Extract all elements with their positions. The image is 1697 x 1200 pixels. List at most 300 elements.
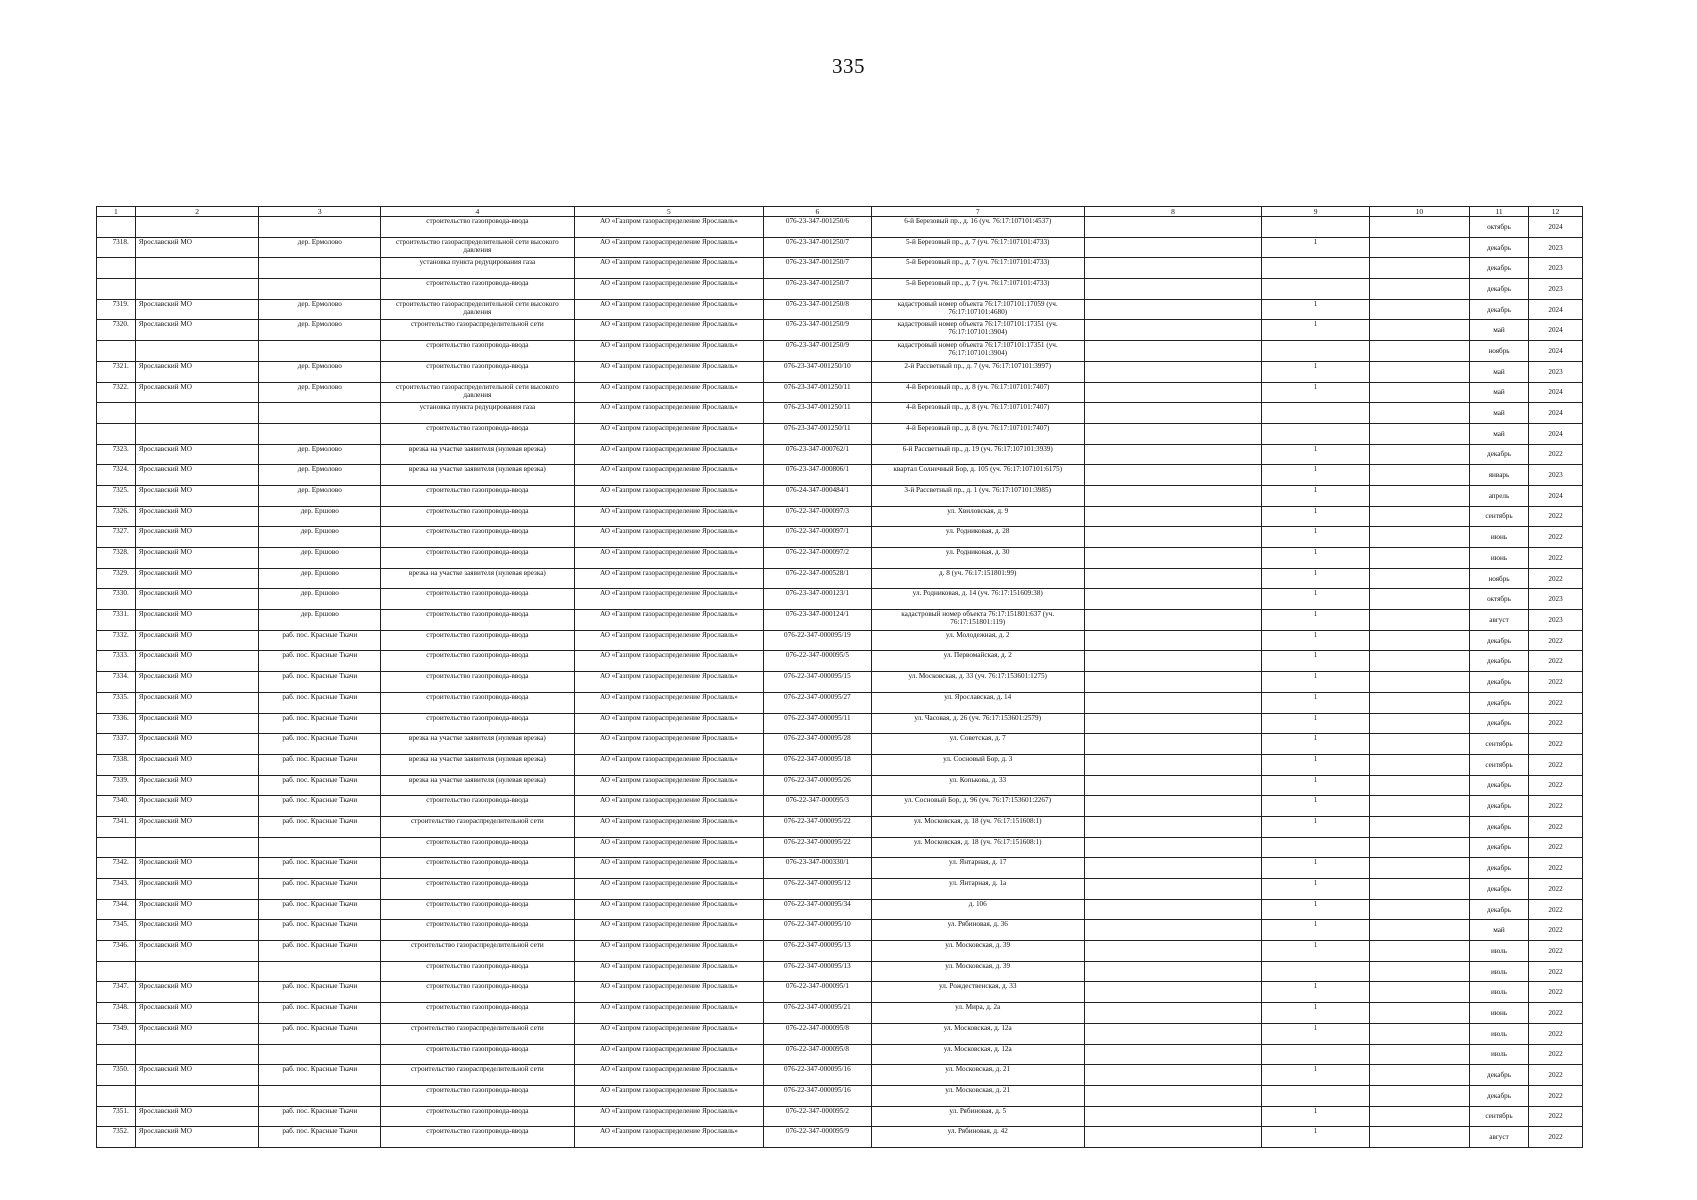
- cell-row-number: 7340.: [97, 796, 136, 817]
- cell-address: ул. Рябиновая, д. 5: [871, 1106, 1084, 1127]
- cell-settlement: дер. Ершово: [259, 527, 381, 548]
- cell-address: ул. Родниковая, д. 14 (уч. 76:17:151609:38): [871, 589, 1084, 610]
- cell-year: 2022: [1529, 444, 1583, 465]
- cell-settlement: дер. Ермолово: [259, 237, 381, 258]
- cell-municipality: [135, 217, 259, 238]
- cell-count: 1: [1262, 734, 1370, 755]
- cell-year: 2024: [1529, 423, 1583, 444]
- cell-col-8: [1084, 423, 1262, 444]
- cell-count: [1262, 403, 1370, 424]
- cell-col-10: [1369, 796, 1469, 817]
- column-header-9: 9: [1262, 207, 1370, 217]
- cell-application-number: 076-23-347-001250/6: [764, 217, 872, 238]
- cell-municipality: Ярославский МО: [135, 754, 259, 775]
- cell-row-number: 7337.: [97, 734, 136, 755]
- cell-organization: АО «Газпром газораспределение Ярославль»: [574, 672, 763, 693]
- cell-month: январь: [1469, 465, 1528, 486]
- cell-municipality: Ярославский МО: [135, 920, 259, 941]
- cell-municipality: Ярославский МО: [135, 1003, 259, 1024]
- cell-settlement: раб. пос. Красные Ткачи: [259, 775, 381, 796]
- cell-col-8: [1084, 837, 1262, 858]
- cell-application-number: 076-22-347-000095/13: [764, 961, 872, 982]
- table-row: [97, 299, 1583, 320]
- cell-organization: АО «Газпром газораспределение Ярославль»: [574, 1106, 763, 1127]
- cell-organization: АО «Газпром газораспределение Ярославль»: [574, 796, 763, 817]
- cell-col-8: [1084, 796, 1262, 817]
- cell-count: 1: [1262, 610, 1370, 631]
- cell-application-number: 076-22-347-000095/21: [764, 1003, 872, 1024]
- cell-row-number: [97, 403, 136, 424]
- cell-organization: АО «Газпром газораспределение Ярославль»: [574, 713, 763, 734]
- cell-work-type: строительство газопровода-ввода: [381, 837, 575, 858]
- cell-count: 1: [1262, 506, 1370, 527]
- cell-row-number: [97, 258, 136, 279]
- cell-address: 5-й Березовый пр., д. 7 (уч. 76:17:107101:4733): [871, 237, 1084, 258]
- cell-month: июль: [1469, 1044, 1528, 1065]
- cell-col-10: [1369, 816, 1469, 837]
- cell-municipality: Ярославский МО: [135, 672, 259, 693]
- cell-month: май: [1469, 423, 1528, 444]
- cell-work-type: установка пункта редуцирования газа: [381, 403, 575, 424]
- cell-col-10: [1369, 1023, 1469, 1044]
- cell-settlement: [259, 1044, 381, 1065]
- cell-settlement: раб. пос. Красные Ткачи: [259, 651, 381, 672]
- cell-organization: АО «Газпром газораспределение Ярославль»: [574, 941, 763, 962]
- cell-municipality: [135, 258, 259, 279]
- cell-year: 2022: [1529, 1065, 1583, 1086]
- cell-row-number: 7329.: [97, 568, 136, 589]
- cell-settlement: дер. Ершово: [259, 589, 381, 610]
- cell-municipality: [135, 403, 259, 424]
- cell-row-number: 7347.: [97, 982, 136, 1003]
- cell-col-10: [1369, 610, 1469, 631]
- cell-year: 2022: [1529, 961, 1583, 982]
- table-row: [97, 692, 1583, 713]
- cell-year: 2022: [1529, 548, 1583, 569]
- cell-month: май: [1469, 361, 1528, 382]
- cell-count: [1262, 1085, 1370, 1106]
- cell-month: июль: [1469, 941, 1528, 962]
- cell-application-number: 076-22-347-000095/27: [764, 692, 872, 713]
- cell-address: 5-й Березовый пр., д. 7 (уч. 76:17:107101:4733): [871, 258, 1084, 279]
- cell-municipality: Ярославский МО: [135, 630, 259, 651]
- cell-settlement: [259, 279, 381, 300]
- cell-work-type: строительство газопровода-ввода: [381, 982, 575, 1003]
- cell-month: июль: [1469, 982, 1528, 1003]
- cell-address: д. 8 (уч. 76:17:151801:99): [871, 568, 1084, 589]
- cell-year: 2022: [1529, 1044, 1583, 1065]
- cell-month: сентябрь: [1469, 506, 1528, 527]
- cell-col-8: [1084, 568, 1262, 589]
- cell-work-type: строительство газопровода-ввода: [381, 899, 575, 920]
- table-row: [97, 506, 1583, 527]
- cell-month: июнь: [1469, 548, 1528, 569]
- cell-count: 1: [1262, 754, 1370, 775]
- cell-work-type: строительство газопровода-ввода: [381, 361, 575, 382]
- table-row: [97, 527, 1583, 548]
- cell-year: 2022: [1529, 899, 1583, 920]
- cell-organization: АО «Газпром газораспределение Ярославль»: [574, 858, 763, 879]
- cell-address: д. 106: [871, 899, 1084, 920]
- cell-count: 1: [1262, 775, 1370, 796]
- cell-settlement: раб. пос. Красные Ткачи: [259, 1023, 381, 1044]
- cell-col-8: [1084, 879, 1262, 900]
- cell-municipality: Ярославский МО: [135, 796, 259, 817]
- cell-count: [1262, 258, 1370, 279]
- cell-row-number: 7335.: [97, 692, 136, 713]
- cell-organization: АО «Газпром газораспределение Ярославль»: [574, 568, 763, 589]
- cell-row-number: 7324.: [97, 465, 136, 486]
- cell-application-number: 076-23-347-001250/9: [764, 320, 872, 341]
- table-row: [97, 858, 1583, 879]
- cell-count: [1262, 217, 1370, 238]
- cell-month: сентябрь: [1469, 754, 1528, 775]
- table-row: [97, 548, 1583, 569]
- table-row: [97, 1023, 1583, 1044]
- cell-settlement: дер. Ермолово: [259, 299, 381, 320]
- table-row: [97, 361, 1583, 382]
- cell-count: 1: [1262, 485, 1370, 506]
- table-row: [97, 672, 1583, 693]
- cell-application-number: 076-22-347-000095/5: [764, 651, 872, 672]
- cell-settlement: дер. Ершово: [259, 610, 381, 631]
- cell-settlement: раб. пос. Красные Ткачи: [259, 1127, 381, 1148]
- cell-municipality: Ярославский МО: [135, 237, 259, 258]
- cell-year: 2023: [1529, 258, 1583, 279]
- cell-application-number: 076-23-347-000124/1: [764, 610, 872, 631]
- cell-application-number: 076-23-347-000762/1: [764, 444, 872, 465]
- cell-count: 1: [1262, 237, 1370, 258]
- cell-month: апрель: [1469, 485, 1528, 506]
- cell-application-number: 076-22-347-000095/26: [764, 775, 872, 796]
- cell-municipality: Ярославский МО: [135, 465, 259, 486]
- cell-month: декабрь: [1469, 299, 1528, 320]
- cell-year: 2024: [1529, 382, 1583, 403]
- cell-organization: АО «Газпром газораспределение Ярославль»: [574, 361, 763, 382]
- cell-application-number: 076-24-347-000484/1: [764, 485, 872, 506]
- cell-work-type: строительство газопровода-ввода: [381, 589, 575, 610]
- column-header-5: 5: [574, 207, 763, 217]
- cell-row-number: 7348.: [97, 1003, 136, 1024]
- column-header-7: 7: [871, 207, 1084, 217]
- table-row: [97, 1106, 1583, 1127]
- cell-col-10: [1369, 258, 1469, 279]
- table-row: [97, 568, 1583, 589]
- cell-col-8: [1084, 485, 1262, 506]
- cell-address: ул. Московская, д. 33 (уч. 76:17:153601:1275): [871, 672, 1084, 693]
- table-row: [97, 258, 1583, 279]
- cell-row-number: [97, 1085, 136, 1106]
- table-row: [97, 465, 1583, 486]
- cell-application-number: 076-23-347-001250/8: [764, 299, 872, 320]
- cell-address: ул. Сосновый Бор, д. 3: [871, 754, 1084, 775]
- cell-year: 2022: [1529, 527, 1583, 548]
- cell-work-type: врезка на участке заявителя (нулевая врезка): [381, 754, 575, 775]
- cell-work-type: врезка на участке заявителя (нулевая врезка): [381, 465, 575, 486]
- cell-settlement: раб. пос. Красные Ткачи: [259, 899, 381, 920]
- cell-address: 6-й Березовый пр., д. 16 (уч. 76:17:107101:4537): [871, 217, 1084, 238]
- cell-organization: АО «Газпром газораспределение Ярославль»: [574, 961, 763, 982]
- cell-month: декабрь: [1469, 899, 1528, 920]
- cell-year: 2024: [1529, 299, 1583, 320]
- cell-row-number: 7321.: [97, 361, 136, 382]
- cell-col-10: [1369, 444, 1469, 465]
- cell-row-number: 7328.: [97, 548, 136, 569]
- cell-application-number: 076-22-347-000095/16: [764, 1065, 872, 1086]
- cell-year: 2022: [1529, 920, 1583, 941]
- cell-application-number: 076-22-347-000095/10: [764, 920, 872, 941]
- cell-address: ул. Московская, д. 39: [871, 941, 1084, 962]
- cell-count: 1: [1262, 1106, 1370, 1127]
- cell-organization: АО «Газпром газораспределение Ярославль»: [574, 465, 763, 486]
- cell-application-number: 076-22-347-000528/1: [764, 568, 872, 589]
- table-row: [97, 382, 1583, 403]
- cell-year: 2023: [1529, 279, 1583, 300]
- cell-count: 1: [1262, 465, 1370, 486]
- cell-settlement: раб. пос. Красные Ткачи: [259, 672, 381, 693]
- cell-row-number: 7320.: [97, 320, 136, 341]
- cell-settlement: [259, 341, 381, 362]
- cell-month: июнь: [1469, 527, 1528, 548]
- cell-col-8: [1084, 982, 1262, 1003]
- cell-row-number: 7350.: [97, 1065, 136, 1086]
- cell-col-10: [1369, 1085, 1469, 1106]
- column-header-4: 4: [381, 207, 575, 217]
- cell-row-number: 7334.: [97, 672, 136, 693]
- cell-settlement: раб. пос. Красные Ткачи: [259, 734, 381, 755]
- cell-organization: АО «Газпром газораспределение Ярославль»: [574, 775, 763, 796]
- cell-application-number: 076-22-347-000095/16: [764, 1085, 872, 1106]
- cell-settlement: раб. пос. Красные Ткачи: [259, 858, 381, 879]
- cell-settlement: дер. Ермолово: [259, 382, 381, 403]
- table-row: [97, 217, 1583, 238]
- cell-work-type: строительство газопровода-ввода: [381, 796, 575, 817]
- cell-count: 1: [1262, 816, 1370, 837]
- cell-col-10: [1369, 734, 1469, 755]
- cell-row-number: [97, 837, 136, 858]
- cell-col-8: [1084, 506, 1262, 527]
- cell-col-8: [1084, 361, 1262, 382]
- cell-work-type: строительство газораспределительной сети: [381, 816, 575, 837]
- cell-municipality: Ярославский МО: [135, 899, 259, 920]
- cell-row-number: 7351.: [97, 1106, 136, 1127]
- cell-address: кадастровый номер объекта 76:17:151801:637 (уч. 76:17:151801:119): [871, 610, 1084, 631]
- cell-municipality: Ярославский МО: [135, 506, 259, 527]
- cell-application-number: 076-23-347-001250/7: [764, 237, 872, 258]
- gasification-table: [96, 206, 1583, 1148]
- cell-address: ул. Рождественская, д. 33: [871, 982, 1084, 1003]
- cell-address: ул. Рябиновая, д. 42: [871, 1127, 1084, 1148]
- cell-row-number: 7322.: [97, 382, 136, 403]
- table-row: [97, 237, 1583, 258]
- cell-year: 2024: [1529, 320, 1583, 341]
- cell-col-10: [1369, 651, 1469, 672]
- cell-application-number: 076-23-347-000806/1: [764, 465, 872, 486]
- cell-col-10: [1369, 1127, 1469, 1148]
- cell-address: ул. Часовая, д. 26 (уч. 76:17:153601:2579): [871, 713, 1084, 734]
- cell-col-8: [1084, 382, 1262, 403]
- cell-municipality: Ярославский МО: [135, 610, 259, 631]
- cell-settlement: дер. Ершово: [259, 568, 381, 589]
- cell-work-type: врезка на участке заявителя (нулевая врезка): [381, 775, 575, 796]
- cell-count: 1: [1262, 941, 1370, 962]
- cell-address: ул. Хвиловская, д. 9: [871, 506, 1084, 527]
- cell-col-8: [1084, 713, 1262, 734]
- cell-year: 2022: [1529, 651, 1583, 672]
- cell-municipality: Ярославский МО: [135, 713, 259, 734]
- cell-settlement: раб. пос. Красные Ткачи: [259, 754, 381, 775]
- cell-organization: АО «Газпром газораспределение Ярославль»: [574, 341, 763, 362]
- cell-organization: АО «Газпром газораспределение Ярославль»: [574, 237, 763, 258]
- cell-col-10: [1369, 320, 1469, 341]
- cell-col-8: [1084, 692, 1262, 713]
- table-row: [97, 1065, 1583, 1086]
- cell-col-10: [1369, 506, 1469, 527]
- cell-year: 2022: [1529, 692, 1583, 713]
- cell-count: [1262, 1044, 1370, 1065]
- cell-row-number: [97, 279, 136, 300]
- table-row: [97, 320, 1583, 341]
- table-row: [97, 754, 1583, 775]
- cell-col-10: [1369, 899, 1469, 920]
- cell-col-10: [1369, 1003, 1469, 1024]
- cell-col-8: [1084, 899, 1262, 920]
- cell-month: июнь: [1469, 1003, 1528, 1024]
- cell-work-type: строительство газопровода-ввода: [381, 485, 575, 506]
- cell-address: ул. Ярославская, д. 14: [871, 692, 1084, 713]
- cell-work-type: строительство газораспределительной сети: [381, 1023, 575, 1044]
- cell-application-number: 076-22-347-000097/2: [764, 548, 872, 569]
- cell-work-type: строительство газопровода-ввода: [381, 1003, 575, 1024]
- cell-municipality: [135, 423, 259, 444]
- cell-col-10: [1369, 713, 1469, 734]
- table-row: [97, 982, 1583, 1003]
- cell-col-10: [1369, 485, 1469, 506]
- column-header-1: 1: [97, 207, 136, 217]
- cell-work-type: строительство газопровода-ввода: [381, 692, 575, 713]
- cell-work-type: строительство газопровода-ввода: [381, 217, 575, 238]
- table-row: [97, 816, 1583, 837]
- cell-year: 2024: [1529, 341, 1583, 362]
- cell-organization: АО «Газпром газораспределение Ярославль»: [574, 899, 763, 920]
- cell-col-10: [1369, 754, 1469, 775]
- cell-municipality: Ярославский МО: [135, 444, 259, 465]
- cell-row-number: 7333.: [97, 651, 136, 672]
- cell-col-10: [1369, 299, 1469, 320]
- cell-row-number: 7341.: [97, 816, 136, 837]
- cell-work-type: строительство газораспределительной сети высокого давления: [381, 382, 575, 403]
- cell-municipality: Ярославский МО: [135, 361, 259, 382]
- cell-municipality: Ярославский МО: [135, 527, 259, 548]
- cell-organization: АО «Газпром газораспределение Ярославль»: [574, 692, 763, 713]
- cell-col-10: [1369, 1065, 1469, 1086]
- cell-settlement: [259, 217, 381, 238]
- column-header-11: 11: [1469, 207, 1528, 217]
- cell-col-10: [1369, 341, 1469, 362]
- cell-organization: АО «Газпром газораспределение Ярославль»: [574, 754, 763, 775]
- cell-month: декабрь: [1469, 692, 1528, 713]
- cell-work-type: строительство газопровода-ввода: [381, 858, 575, 879]
- cell-year: 2023: [1529, 610, 1583, 631]
- cell-settlement: дер. Ершово: [259, 548, 381, 569]
- cell-col-8: [1084, 1003, 1262, 1024]
- cell-col-8: [1084, 734, 1262, 755]
- cell-application-number: 076-22-347-000095/22: [764, 816, 872, 837]
- cell-settlement: раб. пос. Красные Ткачи: [259, 630, 381, 651]
- table-row: [97, 775, 1583, 796]
- cell-organization: АО «Газпром газораспределение Ярославль»: [574, 837, 763, 858]
- cell-year: 2022: [1529, 858, 1583, 879]
- cell-count: 1: [1262, 920, 1370, 941]
- cell-month: декабрь: [1469, 279, 1528, 300]
- cell-col-8: [1084, 320, 1262, 341]
- cell-month: июль: [1469, 961, 1528, 982]
- cell-address: ул. Московская, д. 21: [871, 1085, 1084, 1106]
- cell-count: [1262, 961, 1370, 982]
- cell-address: ул. Родниковая, д. 30: [871, 548, 1084, 569]
- cell-address: 4-й Березовый пр., д. 8 (уч. 76:17:107101:7407): [871, 403, 1084, 424]
- cell-application-number: 076-22-347-000095/22: [764, 837, 872, 858]
- cell-col-10: [1369, 920, 1469, 941]
- cell-organization: АО «Газпром газораспределение Ярославль»: [574, 299, 763, 320]
- cell-address: ул. Янтарная, д. 1а: [871, 879, 1084, 900]
- column-header-3: 3: [259, 207, 381, 217]
- cell-row-number: [97, 1044, 136, 1065]
- cell-col-8: [1084, 465, 1262, 486]
- cell-municipality: Ярославский МО: [135, 982, 259, 1003]
- cell-organization: АО «Газпром газораспределение Ярославль»: [574, 879, 763, 900]
- cell-col-8: [1084, 341, 1262, 362]
- cell-settlement: раб. пос. Красные Ткачи: [259, 1106, 381, 1127]
- cell-year: 2023: [1529, 589, 1583, 610]
- cell-col-8: [1084, 217, 1262, 238]
- cell-address: ул. Копькова, д. 33: [871, 775, 1084, 796]
- cell-row-number: 7352.: [97, 1127, 136, 1148]
- cell-month: ноябрь: [1469, 568, 1528, 589]
- cell-municipality: Ярославский МО: [135, 320, 259, 341]
- cell-month: декабрь: [1469, 444, 1528, 465]
- cell-row-number: 7323.: [97, 444, 136, 465]
- cell-col-10: [1369, 961, 1469, 982]
- column-header-2: 2: [135, 207, 259, 217]
- table-row: [97, 444, 1583, 465]
- table-row: [97, 279, 1583, 300]
- cell-col-8: [1084, 858, 1262, 879]
- cell-municipality: Ярославский МО: [135, 941, 259, 962]
- cell-settlement: [259, 961, 381, 982]
- cell-month: май: [1469, 382, 1528, 403]
- cell-application-number: 076-23-347-001250/9: [764, 341, 872, 362]
- cell-count: [1262, 837, 1370, 858]
- cell-work-type: строительство газопровода-ввода: [381, 651, 575, 672]
- table-row: [97, 920, 1583, 941]
- table-row: [97, 485, 1583, 506]
- cell-application-number: 076-22-347-000095/19: [764, 630, 872, 651]
- cell-year: 2024: [1529, 217, 1583, 238]
- cell-application-number: 076-22-347-000095/9: [764, 1127, 872, 1148]
- cell-organization: АО «Газпром газораспределение Ярославль»: [574, 320, 763, 341]
- cell-col-10: [1369, 568, 1469, 589]
- cell-organization: АО «Газпром газораспределение Ярославль»: [574, 816, 763, 837]
- cell-year: 2023: [1529, 237, 1583, 258]
- cell-col-10: [1369, 237, 1469, 258]
- cell-organization: АО «Газпром газораспределение Ярославль»: [574, 651, 763, 672]
- cell-count: 1: [1262, 713, 1370, 734]
- cell-municipality: Ярославский МО: [135, 879, 259, 900]
- cell-count: 1: [1262, 858, 1370, 879]
- cell-work-type: строительство газораспределительной сети: [381, 941, 575, 962]
- cell-count: 1: [1262, 692, 1370, 713]
